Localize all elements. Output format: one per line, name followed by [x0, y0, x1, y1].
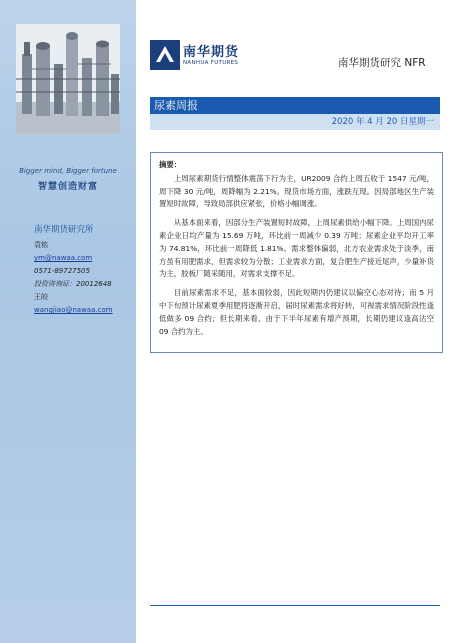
research-institute-name: 南华期货研究所: [34, 225, 94, 235]
summary-paragraph: 上周尿素期货行情整体震荡下行为主，UR2009 合约上周五收于 1547 元/吨，周下降 30 元/吨，周降幅为 2.21%。现货市场方面，涨跌互现。因局部地区生产装置短时故障，导致局部供应紧张，价格小幅调涨。: [159, 173, 434, 209]
company-logo: [150, 38, 256, 72]
slogan-english: Bigger mind, Bigger fortune: [19, 167, 117, 175]
summary-paragraph: 从基本面来看，因部分生产装置短时故障，上周尿素供给小幅下降。上周国内尿素企业日均产量为 15.69 万吨，环比前一周减少 0.39 万吨；尿素企业平均开工率为 74.81%，环比前一周降低 1.81%。需求整体偏弱，北方农业需求处于淡季，南方虽有用肥需求，但需求较为分散；工业需求方面，复合肥生产接近尾声，少量补货为主，胶板厂随采随用，对需求支撑不足。: [159, 218, 434, 279]
report-title: 尿素周报: [150, 97, 440, 114]
logo-name-english: NANHUA FUTURES: [183, 59, 239, 66]
slogan-chinese: 智慧创造财富: [37, 182, 98, 192]
summary-label: 摘要：: [159, 160, 182, 169]
license-number: 投资咨询证：20012648: [34, 280, 112, 288]
analyst-email-link[interactable]: ym@nawaa.com: [34, 254, 93, 262]
contact-block: [34, 224, 134, 317]
sidebar: [0, 0, 136, 643]
assistant-name: 王皎: [34, 293, 48, 301]
refinery-photo: [16, 24, 120, 134]
header-research-label: 南华期货研究 NFR: [338, 57, 426, 69]
report-date: 2020 年 4 月 20 日星期一: [150, 114, 440, 130]
summary-paragraph: 目前尿素需求不足，基本面较弱，因此短期内仍建议以偏空心态对待；而 5 月中下旬预计尿素夏季用肥将逐渐开启，届时尿素需求将好转，可视需求情况阶段性逢低做多 09 合约；但长期来看，由于下半年尿素有增产预期，长期仍建议逢高沽空 09 合约为主。: [159, 288, 434, 336]
analyst-name: 袁铭: [34, 241, 48, 249]
refinery-illustration: [16, 24, 120, 134]
assistant-email-link[interactable]: wangjiao@nawaa.com: [34, 306, 113, 314]
analyst-phone: 0571-89727505: [34, 267, 90, 275]
footer-divider: [150, 605, 440, 606]
logo-name-chinese: 南华期货: [183, 44, 240, 60]
summary-box: [150, 152, 443, 353]
nanhua-logo-icon: [150, 40, 180, 70]
